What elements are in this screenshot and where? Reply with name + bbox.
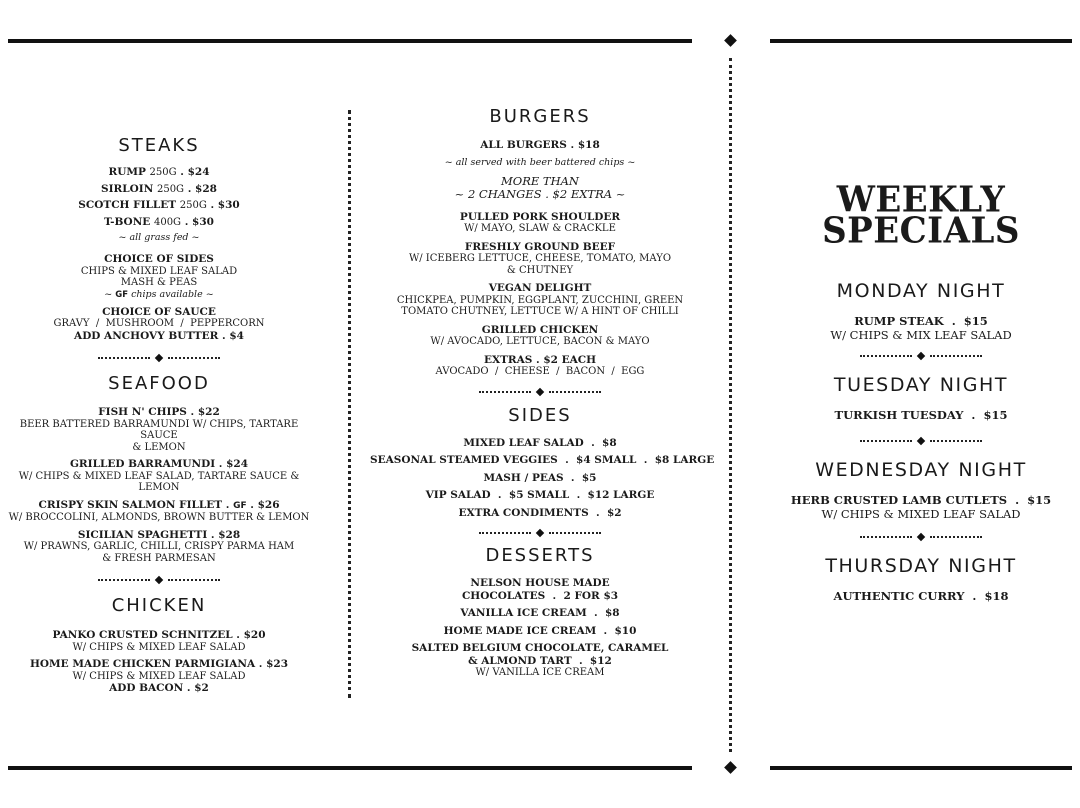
chicken-item: PANKO CRUSTED SCHNITZEL . $20 W/ CHIPS & MIXED LEAF SALAD: [52, 629, 266, 653]
burger-item: VEGAN DELIGHT CHICKPEA, PUMPKIN, EGGPLANT, ZUCCHINI, GREEN TOMATO CHUTNEY, LETTUCE W/ A HINT OF CHILLI: [396, 282, 684, 317]
burgers-note: ~ all served with beer battered chips ~: [444, 156, 636, 168]
seafood-item: CRISPY SKIN SALMON FILLET . GF . $26 W/ BROCCOLINI, ALMONDS, BROWN BUTTER & LEMON: [8, 498, 310, 523]
left-column: [0, 135, 318, 695]
column-divider: [348, 110, 351, 698]
side-item: EXTRA CONDIMENTS . $2: [458, 506, 622, 519]
anchovy-butter-item: ADD ANCHOVY BUTTER . $4: [74, 329, 244, 342]
dessert-item: NELSON HOUSE MADE CHOCOLATES . 2 FOR $3: [461, 577, 619, 602]
steak-item: T-BONE 400G . $30: [104, 215, 214, 228]
section-separator: [770, 531, 1072, 543]
gf-mark: GF: [115, 289, 129, 300]
burger-extras: EXTRAS . $2 EACH AVOCADO / CHEESE / BACON / EGG: [435, 353, 645, 377]
burgers-heading: BURGERS: [489, 106, 591, 127]
steak-item: RUMP 250G . $24: [108, 166, 210, 178]
top-rule-right: [770, 39, 1072, 43]
dessert-item: VANILLA ICE CREAM . $8: [460, 607, 620, 619]
bottom-diamond-ornament: [724, 761, 737, 774]
day-heading: WEDNESDAY NIGHT: [815, 459, 1027, 481]
special-desc: W/ CHIPS & MIXED LEAF SALAD: [821, 507, 1021, 521]
day-heading: TUESDAY NIGHT: [833, 374, 1009, 396]
special-item: HERB CRUSTED LAMB CUTLETS . $15: [790, 493, 1052, 507]
chicken-heading: CHICKEN: [111, 595, 207, 616]
bottom-rule-left: [8, 766, 692, 770]
seafood-item: FISH N' CHIPS . $22 BEER BATTERED BARRAMUNDI W/ CHIPS, TARTARE SAUCE & LEMON: [19, 406, 299, 453]
bottom-rule-right: [770, 766, 1072, 770]
specials-column: [770, 178, 1072, 603]
all-burgers-price: ALL BURGERS . $18: [480, 139, 600, 151]
steak-item: SCOTCH FILLET 250G . $30: [78, 199, 240, 211]
side-item: MASH / PEAS . $5: [483, 471, 597, 484]
top-diamond-ornament: [724, 34, 737, 47]
changes-note: MORE THAN ~ 2 CHANGES . $2 EXTRA ~: [454, 173, 626, 201]
side-item: SEASONAL STEAMED VEGGIES . $4 SMALL . $8 LARGE: [370, 454, 715, 466]
burger-item: GRILLED CHICKEN W/ AVOCADO, LETTUCE, BACON & MAYO: [430, 323, 650, 347]
dessert-item: HOME MADE ICE CREAM . $10: [443, 624, 637, 637]
specials-title-line2: SPECIALS: [822, 209, 1020, 252]
sauce-choice-title: CHOICE OF SAUCE: [102, 305, 216, 318]
side-item: MIXED LEAF SALAD . $8: [463, 436, 617, 449]
section-separator: [370, 527, 710, 539]
side-item: VIP SALAD . $5 SMALL . $12 LARGE: [425, 489, 655, 501]
special-item: AUTHENTIC CURRY . $18: [833, 589, 1009, 603]
section-separator: [0, 352, 318, 364]
burger-item: FRESHLY GROUND BEEF W/ ICEBERG LETTUCE, CHEESE, TOMATO, MAYO & CHUTNEY: [408, 240, 672, 276]
seafood-item: SICILIAN SPAGHETTI . $28 W/ PRAWNS, GARLIC, CHILLI, CRISPY PARMA HAM & FRESH PARMESAN: [23, 528, 295, 564]
sauce-choice-line: GRAVY / MUSHROOM / PEPPERCORN: [53, 318, 265, 329]
sides-choice-line: CHIPS & MIXED LEAF SALAD: [80, 265, 238, 277]
section-separator: [0, 574, 318, 586]
dessert-item: SALTED BELGIUM CHOCOLATE, CARAMEL & ALMOND TART . $12 W/ VANILLA ICE CREAM: [411, 642, 669, 678]
special-item: TURKISH TUESDAY . $15: [834, 408, 1008, 422]
section-separator: [770, 350, 1072, 362]
steaks-note: ~ all grass fed ~: [118, 232, 200, 243]
steaks-heading: STEAKS: [118, 135, 200, 156]
sides-choice-title: CHOICE OF SIDES: [104, 253, 214, 265]
fold-divider: [729, 58, 732, 752]
sides-choice-line: MASH & PEAS: [120, 277, 198, 288]
burger-item: PULLED PORK SHOULDER W/ MAYO, SLAW & CRACKLE: [459, 210, 621, 234]
special-desc: W/ CHIPS & MIX LEAF SALAD: [830, 328, 1012, 342]
gf-note: ~ GF chips available ~: [104, 288, 214, 300]
seafood-heading: SEAFOOD: [108, 373, 210, 394]
seafood-item: GRILLED BARRAMUNDI . $24 W/ CHIPS & MIXED LEAF SALAD, TARTARE SAUCE & LEMON: [18, 458, 300, 493]
sides-heading: SIDES: [508, 404, 572, 426]
top-rule-left: [8, 39, 692, 43]
special-item: RUMP STEAK . $15: [854, 314, 988, 328]
specials-title-line1: WEEKLY: [836, 178, 1006, 221]
day-heading: MONDAY NIGHT: [836, 280, 1006, 302]
day-heading: THURSDAY NIGHT: [825, 555, 1017, 577]
chicken-item: HOME MADE CHICKEN PARMIGIANA . $23 W/ CHIPS & MIXED LEAF SALAD ADD BACON . $2: [29, 658, 288, 694]
gf-mark: GF: [233, 500, 247, 511]
middle-column: [370, 106, 715, 679]
section-separator: [370, 386, 710, 398]
section-separator: [770, 435, 1072, 447]
desserts-heading: DESSERTS: [485, 545, 595, 566]
steak-item: SIRLOIN 250G . $28: [101, 182, 217, 195]
